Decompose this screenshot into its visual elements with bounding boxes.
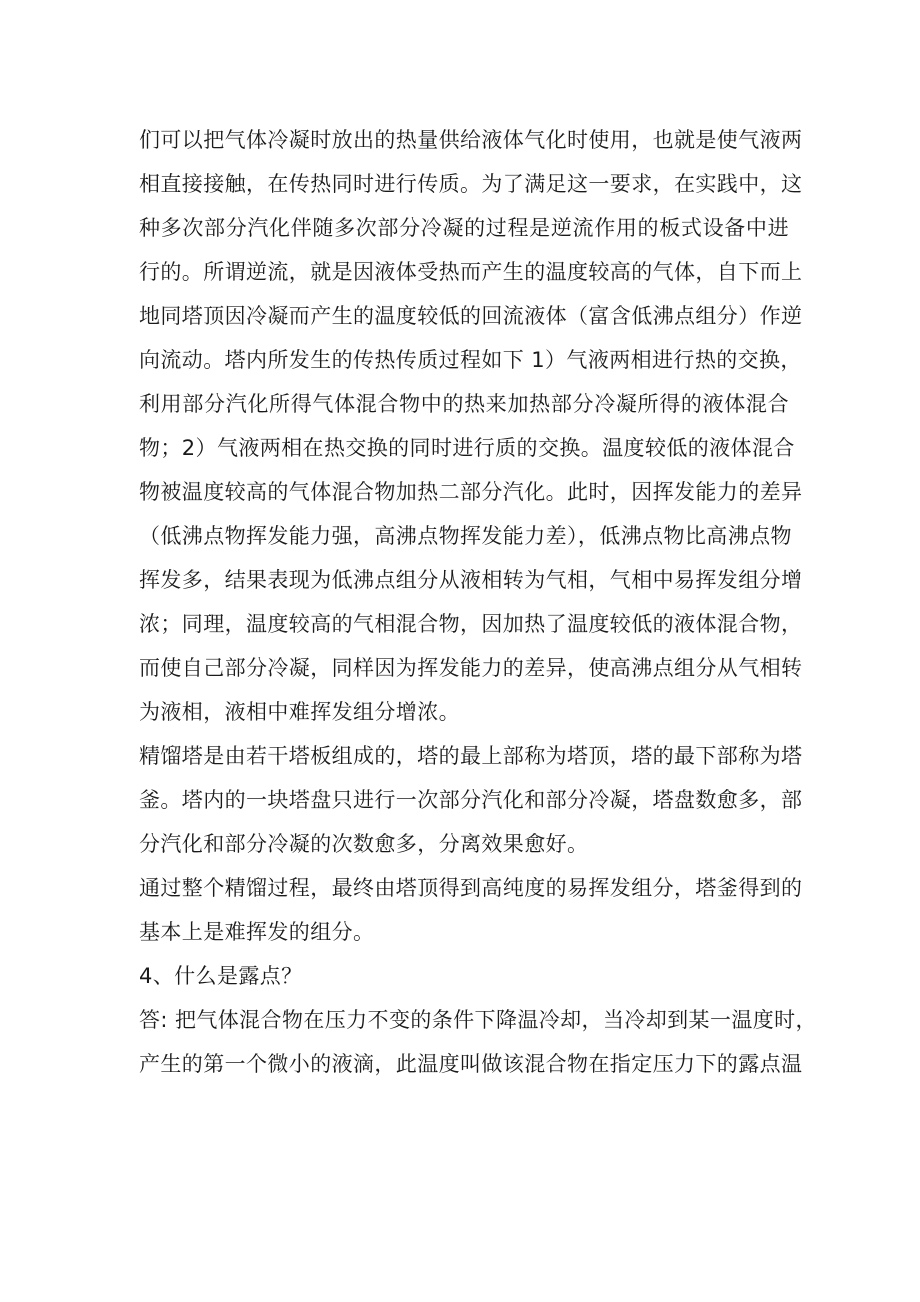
text-line: 物；2）气液两相在热交换的同时进行质的交换。温度较低的液体混合 [139,436,795,460]
paragraph-distillation-result [139,866,803,954]
text-line: 地同塔顶因冷凝而产生的温度较低的回流液体（富含低沸点组分）作逆 [139,304,803,328]
text-line: 基本上是难挥发的组分。 [139,920,375,944]
text-line: 通过整个精馏过程，最终由塔顶得到高纯度的易挥发组分，塔釜得到的 [139,876,803,900]
question-heading [139,954,789,998]
answer-paragraph [139,998,817,1086]
text-line: 行的。所谓逆流，就是因液体受热而产生的温度较高的气体，自下而上 [139,260,803,284]
text-line: 釜。塔内的一块塔盘只进行一次部分汽化和部分冷凝，塔盘数愈多，部 [139,788,803,812]
text-line: 相直接接触，在传热同时进行传质。为了满足这一要求，在实践中，这 [139,172,803,196]
text-line: 精馏塔是由若干塔板组成的，塔的最上部称为塔顶，塔的最下部称为塔 [139,744,803,768]
text-line: 而使自己部分冷凝，同样因为挥发能力的差异，使高沸点组分从气相转 [139,656,803,680]
text-line: 种多次部分汽化伴随多次部分冷凝的过程是逆流作用的板式设备中进 [139,216,789,240]
text-line: 挥发多，结果表现为低沸点组分从液相转为气相，气相中易挥发组分增 [139,568,803,592]
text-line: （低沸点物挥发能力强，高沸点物挥发能力差），低沸点物比高沸点物 [139,524,792,548]
text-line: 浓；同理，温度较高的气相混合物，因加热了温度较低的液体混合物， [139,612,803,636]
text-line: 们可以把气体冷凝时放出的热量供给液体气化时使用，也就是使气液两 [139,128,803,152]
paragraph-distillation-principle [139,118,803,734]
text-line: 分汽化和部分冷凝的次数愈多，分离效果愈好。 [139,832,589,856]
text-line: 为液相，液相中难挥发组分增浓。 [139,700,460,724]
document-body [139,118,817,1086]
text-line: 物被温度较高的气体混合物加热二部分汽化。此时，因挥发能力的差异 [139,480,803,504]
text-line: 向流动。塔内所发生的传热传质过程如下 1）气液两相进行热的交换， [139,348,802,372]
question-text: 4、什么是露点？ [139,964,303,988]
text-line: 产生的第一个微小的液滴，此温度叫做该混合物在指定压力下的露点温 [139,1052,803,1076]
paragraph-column-structure [139,734,803,866]
text-line: 答: 把气体混合物在压力不变的条件下降温冷却，当冷却到某一温度时， [139,1008,817,1032]
text-line: 利用部分汽化所得气体混合物中的热来加热部分冷凝所得的液体混合 [139,392,789,416]
